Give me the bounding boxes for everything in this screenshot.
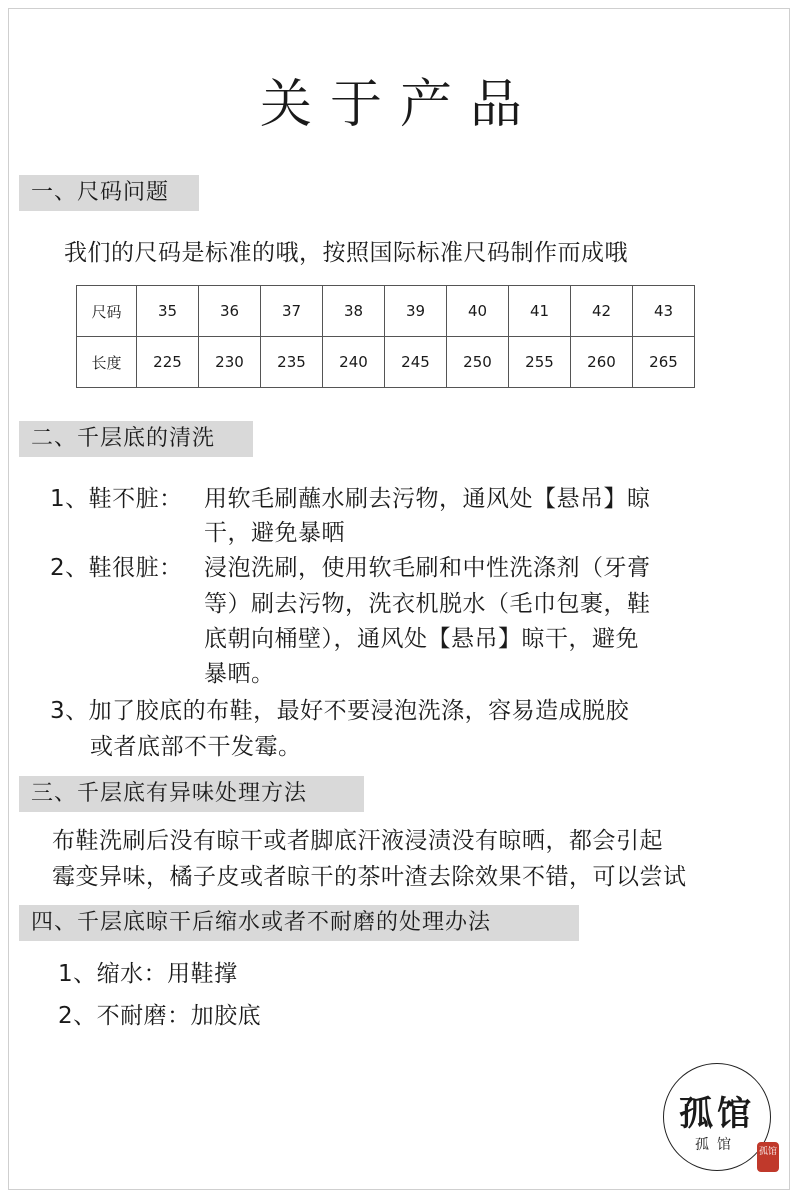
seal-sub-text: 孤馆	[695, 1137, 739, 1153]
cleaning-item-3-line: 或者底部不干发霉。	[90, 734, 302, 760]
table-cell: 41	[509, 286, 571, 337]
size-table	[76, 285, 695, 388]
table-cell: 42	[571, 286, 633, 337]
table-cell: 39	[385, 286, 447, 337]
shrink-item-2: 2、不耐磨：加胶底	[58, 1003, 262, 1029]
odor-text-line: 霉变异味，橘子皮或者晾干的茶叶渣去除效果不错，可以尝试	[52, 864, 687, 890]
table-cell: 40	[447, 286, 509, 337]
cleaning-item-3-line: 3、加了胶底的布鞋，最好不要浸泡洗涤，容易造成脱胶	[50, 698, 630, 724]
table-cell: 230	[199, 337, 261, 388]
shrink-item-1: 1、缩水：用鞋撑	[58, 961, 238, 987]
cleaning-item-1-line: 用软毛刷蘸水刷去污物，通风处【悬吊】晾	[204, 486, 651, 512]
cleaning-item-1-line: 干，避免暴晒	[204, 520, 345, 546]
red-stamp-icon: 孤馆	[757, 1142, 779, 1172]
cleaning-item-2-label: 2、鞋很脏：	[50, 555, 183, 581]
table-cell: 长度	[77, 337, 137, 388]
size-description: 我们的尺码是标准的哦，按照国际标准尺码制作而成哦	[64, 240, 628, 266]
cleaning-item-2-line: 底朝向桶壁），通风处【悬吊】晾干，避免	[204, 626, 639, 652]
page-title: 关于产品	[259, 75, 540, 135]
seal-main-text: 孤馆	[679, 1094, 755, 1134]
section-heading-odor: 三、千层底有异味处理方法	[19, 776, 364, 812]
table-cell: 37	[261, 286, 323, 337]
table-cell: 245	[385, 337, 447, 388]
table-cell: 235	[261, 337, 323, 388]
table-cell: 38	[323, 286, 385, 337]
cleaning-item-1-label: 1、鞋不脏：	[50, 486, 183, 512]
table-cell: 250	[447, 337, 509, 388]
brand-seal-logo	[663, 1063, 771, 1171]
table-cell: 255	[509, 337, 571, 388]
table-cell: 225	[137, 337, 199, 388]
table-row	[77, 337, 695, 388]
odor-text-line: 布鞋洗刷后没有晾干或者脚底汗液浸渍没有晾晒，都会引起	[52, 828, 663, 854]
table-cell: 240	[323, 337, 385, 388]
section-heading-size: 一、尺码问题	[19, 175, 199, 211]
table-cell: 260	[571, 337, 633, 388]
table-cell: 43	[633, 286, 695, 337]
table-row	[77, 286, 695, 337]
table-cell: 36	[199, 286, 261, 337]
table-cell: 尺码	[77, 286, 137, 337]
cleaning-item-2-line: 暴晒。	[204, 661, 275, 687]
table-cell: 35	[137, 286, 199, 337]
cleaning-item-2-line: 等）刷去污物，洗衣机脱水（毛巾包裹，鞋	[204, 591, 651, 617]
table-cell: 265	[633, 337, 695, 388]
cleaning-item-2-line: 浸泡洗刷，使用软毛刷和中性洗涤剂（牙膏	[204, 555, 651, 581]
section-heading-cleaning: 二、千层底的清洗	[19, 421, 253, 457]
section-heading-shrink: 四、千层底晾干后缩水或者不耐磨的处理办法	[19, 905, 579, 941]
